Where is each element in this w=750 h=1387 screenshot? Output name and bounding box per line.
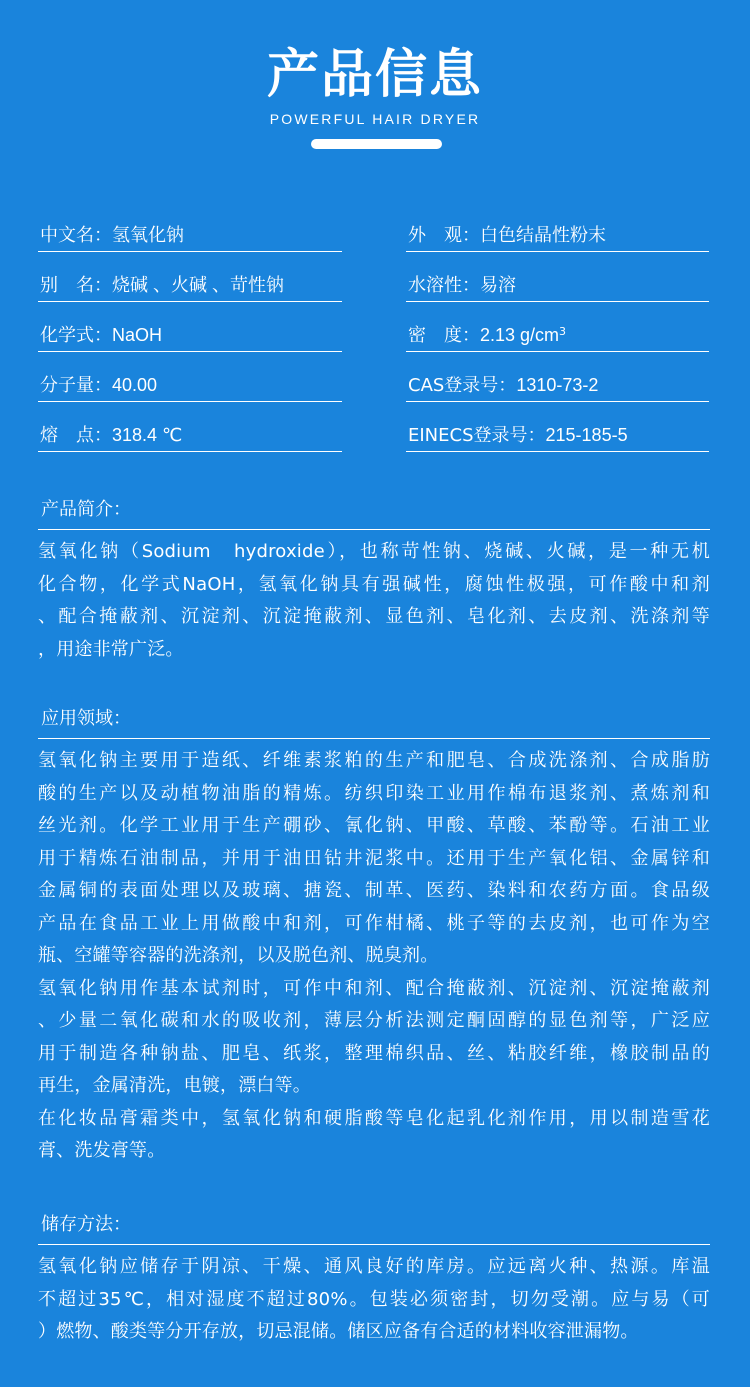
spec-value: 氢氧化钠 [112,225,184,245]
spec-row-einecs-number [406,402,709,452]
spec-row-cas-number [406,352,709,402]
spec-value: 1310-73-2 [516,375,599,395]
spec-value: 白色结晶性粉末 [480,225,606,245]
section-applications [38,705,710,1168]
spec-label: 分子量： [40,375,112,396]
spec-value: 215-185-5 [545,425,628,445]
spec-label: 熔 点： [40,425,112,446]
spec-value: 烧碱 、火碱 、苛性钠 [112,275,285,295]
spec-label: 水溶性： [408,275,480,296]
body-line: 膏、洗发膏等。 [38,1140,166,1161]
body-line: 氢氧化钠（Sodium hydroxide），也称苛性钠、烧碱、火碱，是一种无机 [38,541,710,562]
body-line: 、少量二氧化碳和水的吸收剂，薄层分析法测定酮固醇的显色剂等，广泛应 [38,1010,710,1031]
spec-value: 2.13 g/cm [480,325,560,345]
body-line: 用于制造各种钠盐、肥皂、纸浆，整理棉织品、丝、粘胶纤维，橡胶制品的 [38,1042,710,1064]
section-body [38,739,710,1168]
body-line: 再生，金属清洗，电镀，漂白等。 [38,1075,311,1096]
spec-column-left [38,202,342,452]
page-subtitle: POWERFUL HAIR DRYER [269,111,481,127]
section-heading: 应用领域： [38,705,710,739]
spec-value: 40.00 [112,375,158,395]
spec-label: 外 观： [408,225,480,246]
body-line: 在化妆品膏霜类中，氢氧化钠和硬脂酸等皂化起乳化剂作用，用以制造雪花 [38,1107,710,1129]
spec-row-solubility [406,252,709,302]
spec-label: 别 名： [40,275,112,296]
spec-value: NaOH [112,325,163,345]
spec-row-melting-point [38,402,342,452]
spec-row-density [406,302,709,352]
title-underline-bar [311,139,442,149]
section-heading: 储存方法： [38,1211,710,1245]
body-line: ）燃物、酸类等分开存放，切忌混储。储区应备有合适的材料收容泄漏物。 [38,1321,639,1342]
spec-row-chinese-name [38,202,342,252]
spec-row-alias [38,252,342,302]
body-line: 产品在食品工业上用做酸中和剂，可作柑橘、桃子等的去皮剂，也可作为空 [38,912,710,934]
spec-label: CAS登录号： [408,375,517,396]
body-line: 酸的生产以及动植物油脂的精炼。纺织印染工业用作棉布退浆剂、煮炼剂和 [38,782,710,804]
section-product-intro [38,496,710,666]
spec-row-formula [38,302,342,352]
section-body [38,530,710,666]
section-storage [38,1211,710,1349]
body-line: 瓶、空罐等容器的洗涤剂，以及脱色剂、脱臭剂。 [38,945,439,966]
spec-value-superscript: 3 [559,325,567,338]
body-line: 氢氧化钠应储存于阴凉、干燥、通风良好的库房。应远离火种、热源。库温 [38,1256,710,1277]
body-line: 丝光剂。化学工业用于生产硼砂、氰化钠、甲酸、草酸、苯酚等。石油工业 [38,815,710,836]
body-line: 、配合掩蔽剂、沉淀剂、沉淀掩蔽剂、显色剂、皂化剂、去皮剂、洗涤剂等 [38,606,710,627]
page-title: 产品信息 [266,45,483,105]
spec-value: 易溶 [480,275,516,295]
spec-label: 密 度： [408,325,480,346]
body-line: 用于精炼石油制品，并用于油田钻井泥浆中。还用于生产氧化铝、金属锌和 [38,847,710,869]
body-line: 不超过35℃，相对湿度不超过80%。包装必须密封，切勿受潮。应与易（可 [38,1288,710,1310]
spec-row-appearance [406,202,709,252]
spec-column-right [406,202,709,452]
spec-value: 318.4 ℃ [112,425,183,445]
spec-label: 中文名： [40,225,112,246]
body-line: 化合物，化学式NaOH，氢氧化钠具有强碱性，腐蚀性极强，可作酸中和剂 [38,573,710,595]
body-line: ，用途非常广泛。 [38,638,184,660]
body-line: 氢氧化钠主要用于造纸、纤维素浆粕的生产和肥皂、合成洗涤剂、合成脂肪 [38,750,710,771]
section-heading: 产品简介： [38,496,710,530]
body-line: 氢氧化钠用作基本试剂时，可作中和剂、配合掩蔽剂、沉淀剂、沉淀掩蔽剂 [38,977,710,999]
section-body [38,1245,710,1349]
spec-label: 化学式： [40,325,112,346]
spec-label: EINECS登录号： [408,425,546,446]
body-line: 金属铜的表面处理以及玻璃、搪瓷、制革、医药、染料和农药方面。食品级 [38,880,710,901]
spec-row-molecular-weight [38,352,342,402]
